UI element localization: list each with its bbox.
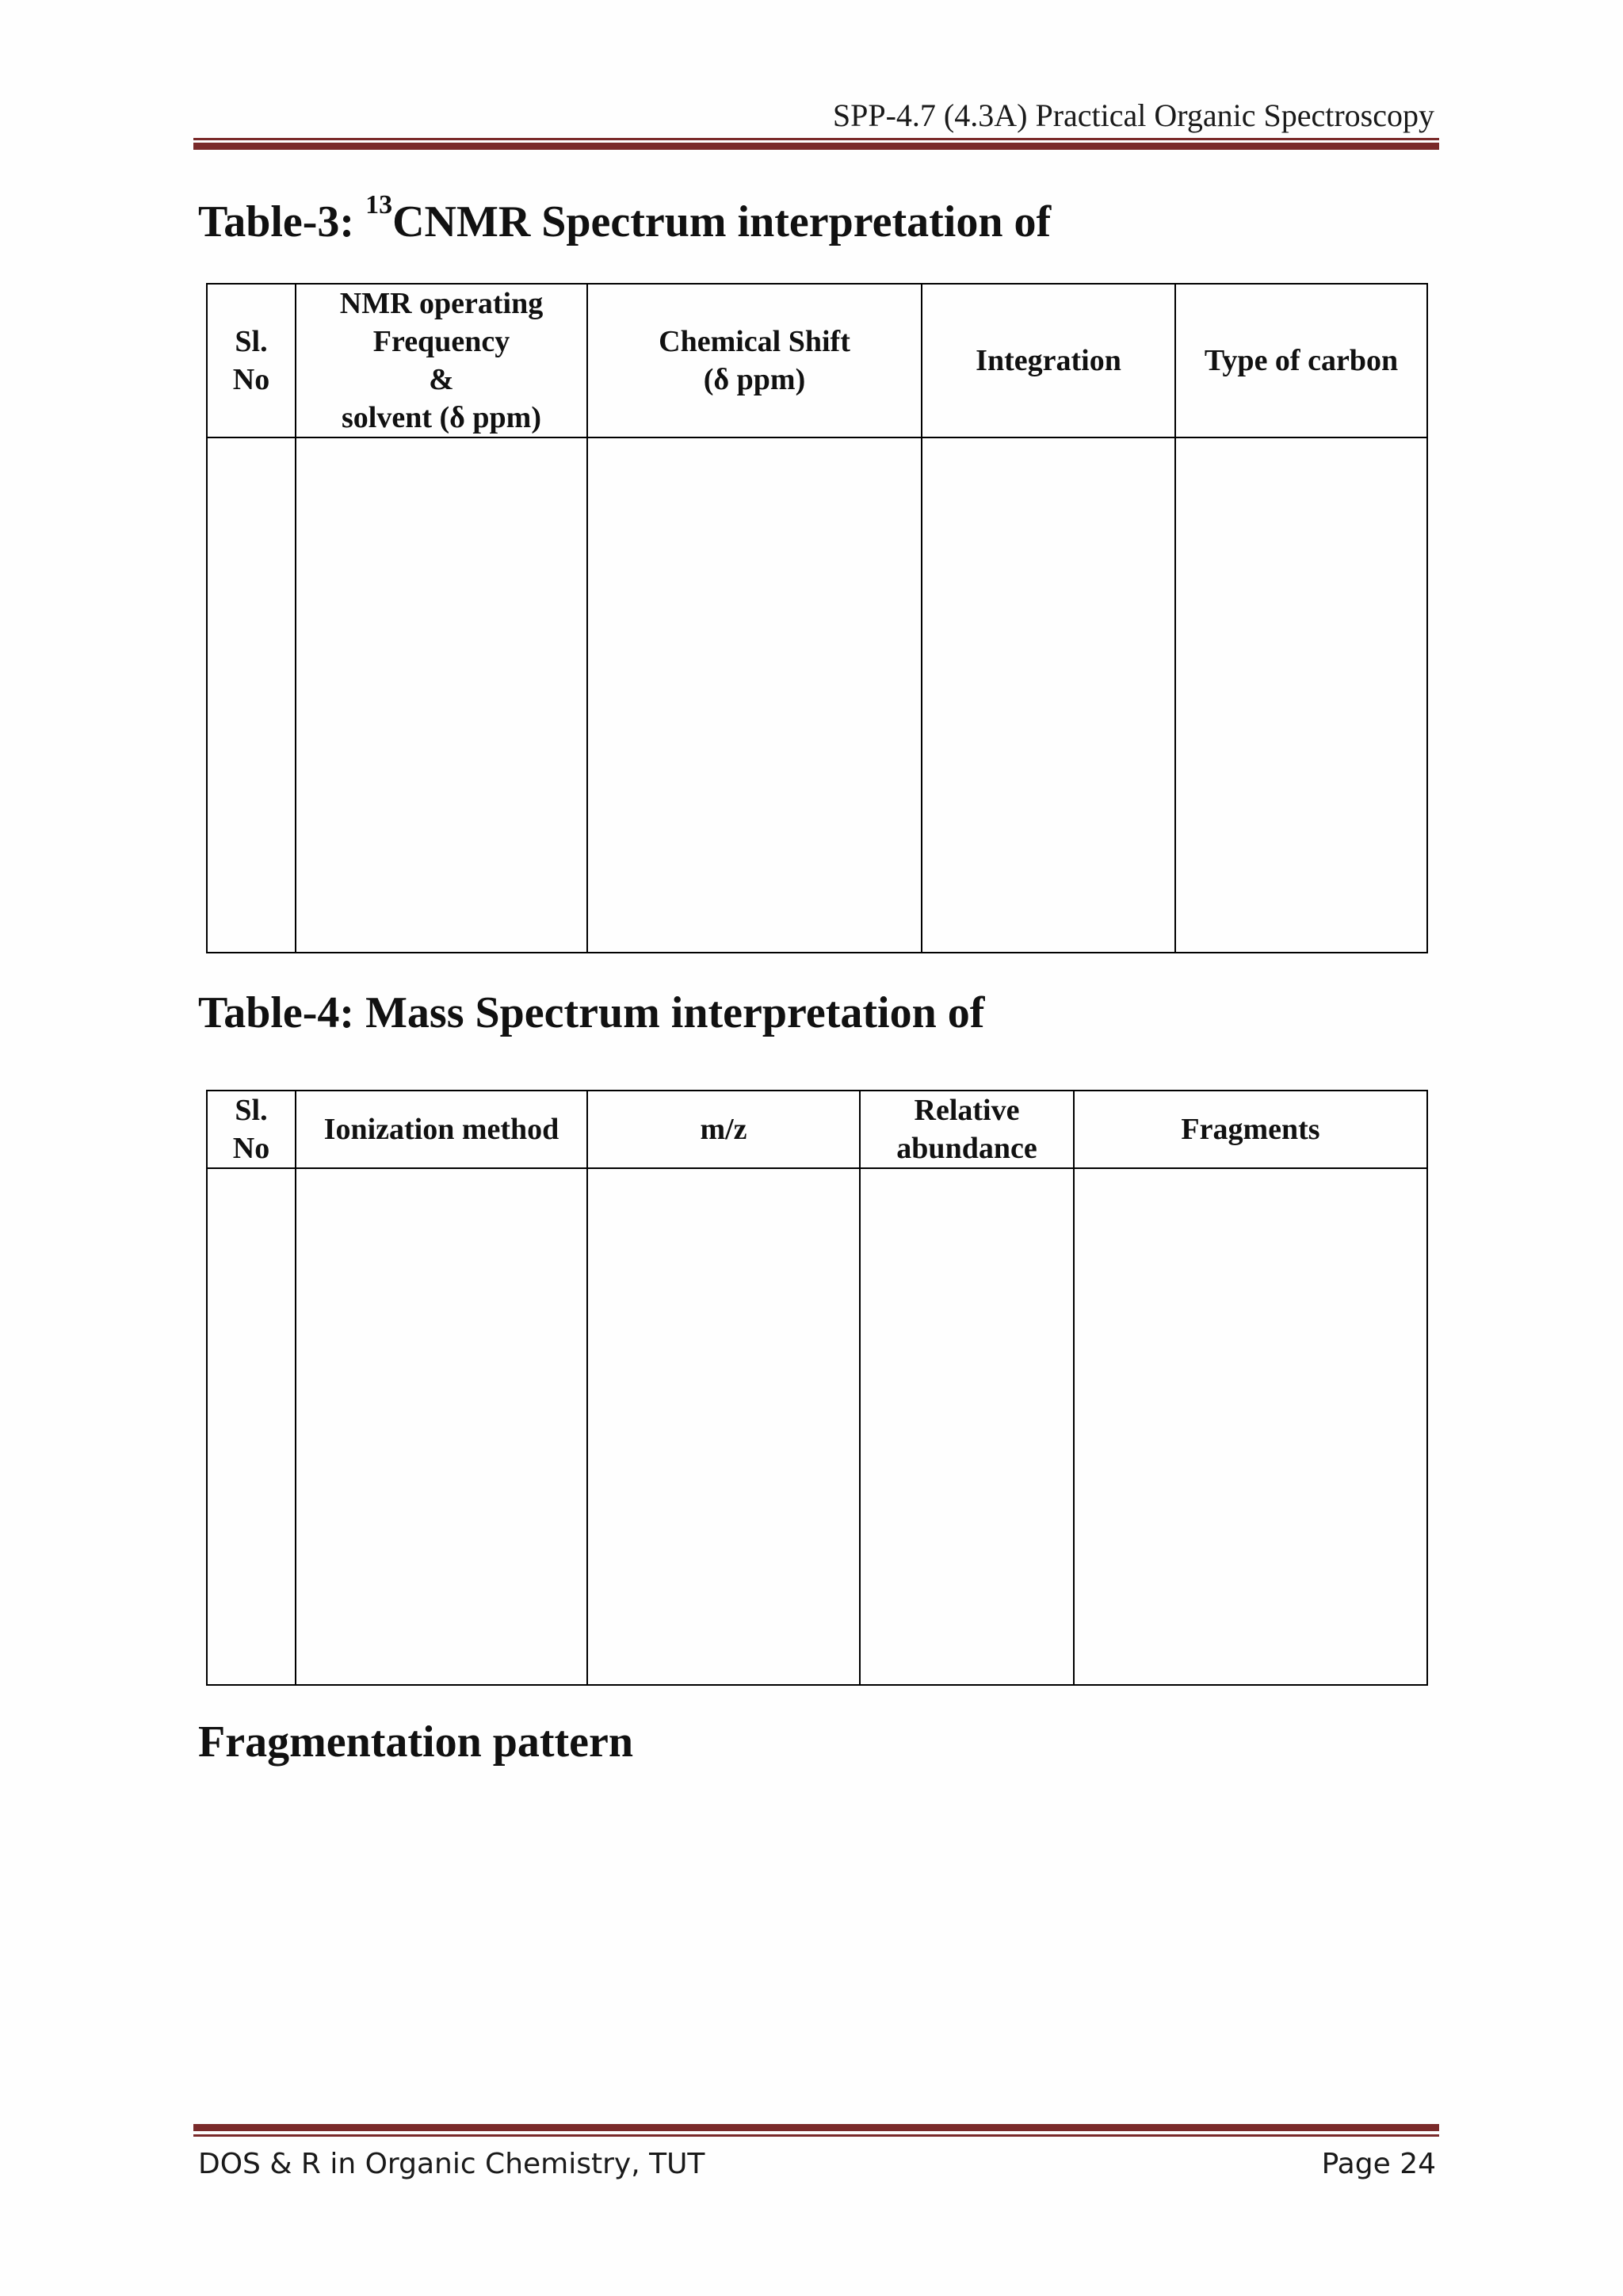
table3-title-superscript: 13 <box>365 190 393 220</box>
running-header: SPP-4.7 (4.3A) Practical Organic Spectroscopy <box>832 97 1434 133</box>
table4-cell[interactable] <box>207 1168 296 1685</box>
footer-department: DOS & R in Organic Chemistry, TUT <box>198 2148 705 2180</box>
table4-cell[interactable] <box>1074 1168 1427 1685</box>
table3-cell[interactable] <box>207 437 296 953</box>
fragmentation-pattern-title: Fragmentation pattern <box>198 1717 634 1767</box>
footer-rule-thick <box>193 2124 1439 2131</box>
table4-col-fragments: Fragments <box>1074 1091 1427 1168</box>
header-rule-thin <box>193 138 1439 140</box>
table4-cell[interactable] <box>860 1168 1074 1685</box>
table4-col-ionization-method: Ionization method <box>296 1091 587 1168</box>
table3-col-type-of-carbon: Type of carbon <box>1175 284 1427 437</box>
table4-title: Table-4: Mass Spectrum interpretation of <box>198 988 985 1037</box>
table3-body-row <box>207 437 1427 953</box>
table4-header-row <box>207 1091 1427 1168</box>
table3-title-prefix: Table-3: <box>198 197 366 246</box>
table3-col-nmr-frequency: NMR operating Frequency & solvent (δ ppm) <box>296 284 587 437</box>
table4-col-relative-abundance: Relative abundance <box>860 1091 1074 1168</box>
header-rule-thick <box>193 143 1439 150</box>
table3-cell[interactable] <box>922 437 1175 953</box>
table4-body-row <box>207 1168 1427 1685</box>
table3-col-sl-no: Sl. No <box>207 284 296 437</box>
table3-col-chemical-shift: Chemical Shift (δ ppm) <box>587 284 922 437</box>
footer-page-number: Page 24 <box>1321 2148 1436 2180</box>
table3-cell[interactable] <box>296 437 587 953</box>
table3-title-rest: CNMR Spectrum interpretation of <box>392 197 1052 246</box>
table3-col-integration: Integration <box>922 284 1175 437</box>
table3-header-row <box>207 284 1427 437</box>
table3-cell[interactable] <box>587 437 922 953</box>
table4-col-mz: m/z <box>587 1091 860 1168</box>
table3-cell[interactable] <box>1175 437 1427 953</box>
footer-rule-thin <box>193 2134 1439 2137</box>
table4-cell[interactable] <box>296 1168 587 1685</box>
table4-col-sl-no: Sl. No <box>207 1091 296 1168</box>
table4 <box>206 1090 1428 1686</box>
table3 <box>206 283 1428 953</box>
table3-title <box>198 190 1052 247</box>
table4-cell[interactable] <box>587 1168 860 1685</box>
